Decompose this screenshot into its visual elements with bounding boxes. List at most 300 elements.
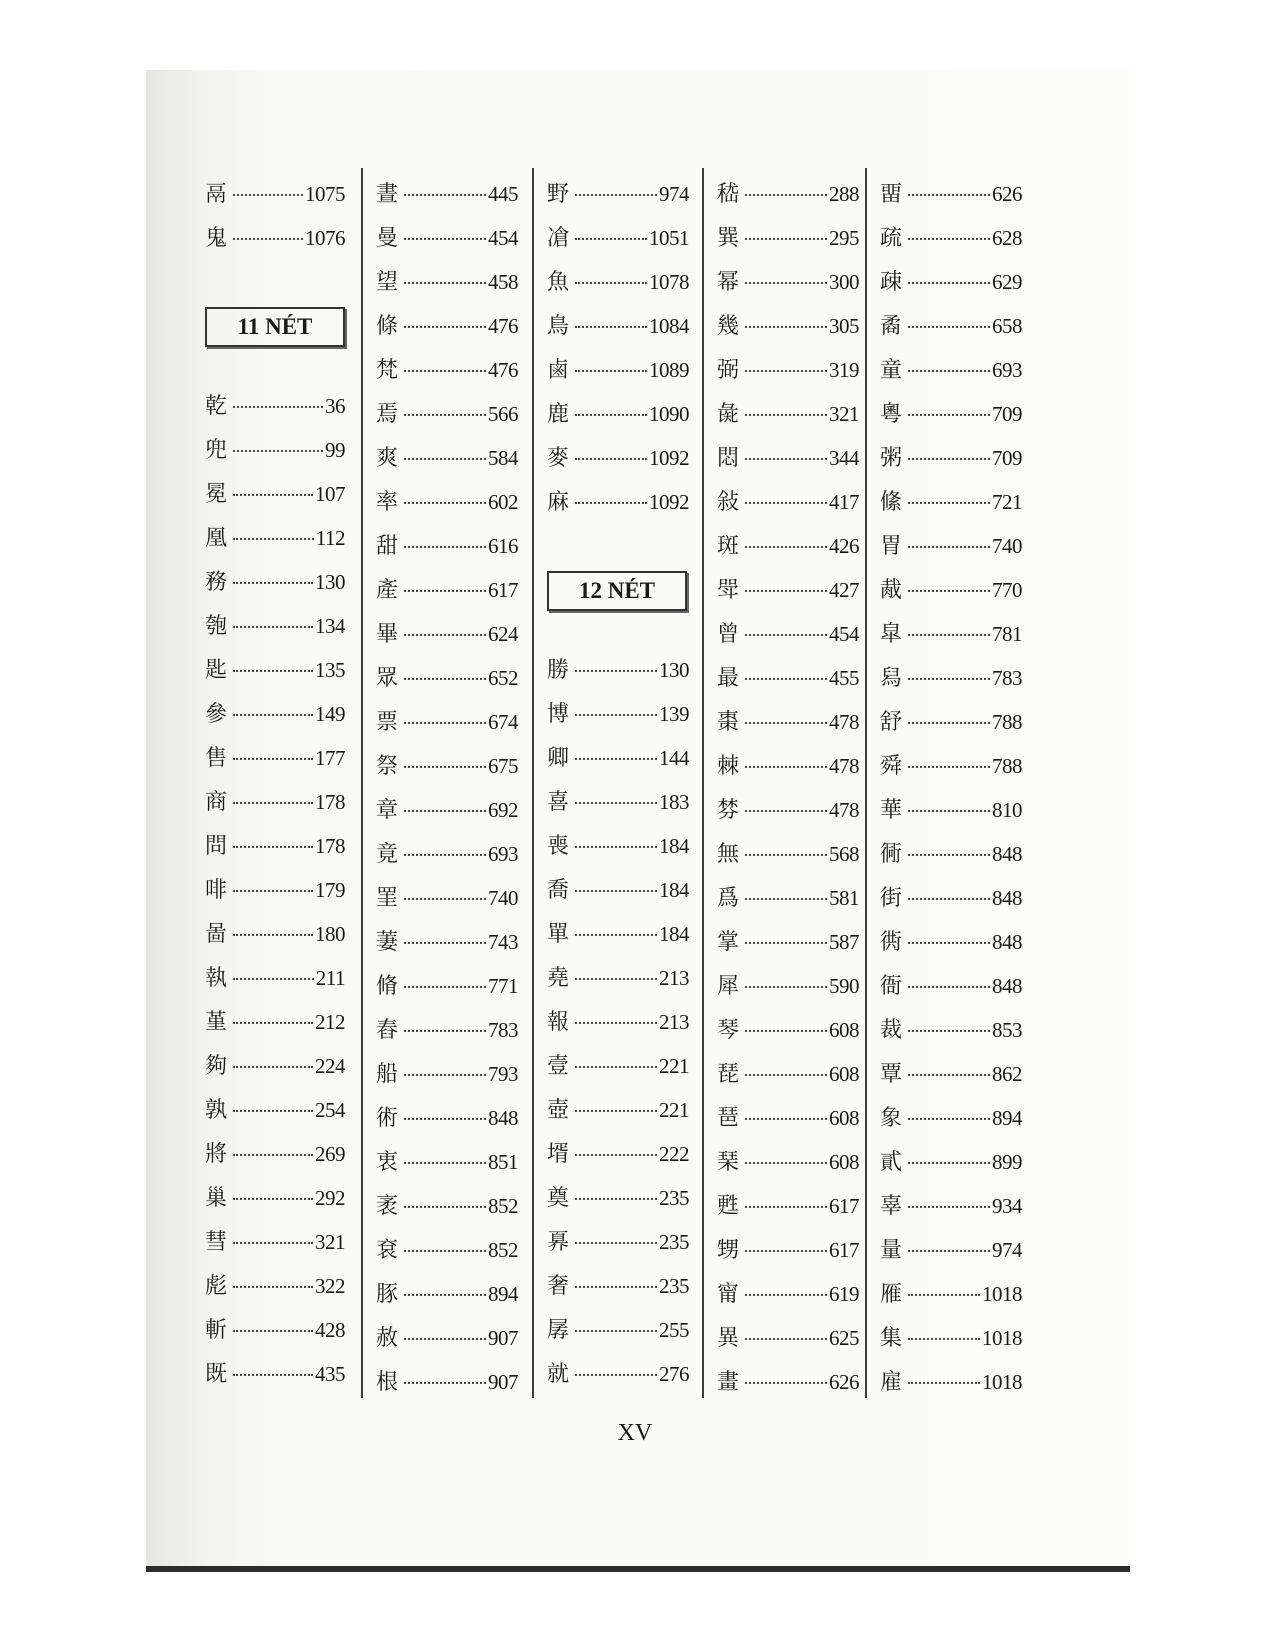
index-entry (717, 1101, 859, 1145)
index-entry (880, 1277, 1022, 1321)
page-reference: 692 (488, 798, 518, 822)
index-entry (880, 837, 1022, 881)
page-reference: 130 (659, 658, 689, 682)
page-reference: 478 (829, 710, 859, 734)
dot-leader (908, 898, 990, 900)
page-reference: 300 (829, 270, 859, 294)
han-character: 幾 (717, 314, 740, 339)
page-reference: 675 (488, 754, 518, 778)
han-character: 冕 (205, 482, 228, 507)
han-character: 嵇 (717, 182, 740, 207)
index-entry (376, 573, 518, 617)
index-column-2 (376, 177, 518, 1409)
han-character: 奢 (547, 1274, 570, 1299)
dot-leader (575, 1242, 657, 1244)
index-column-1 (205, 177, 345, 1401)
dot-leader (575, 1022, 657, 1024)
page-reference: 934 (992, 1194, 1022, 1218)
page-reference: 848 (992, 842, 1022, 866)
dot-leader (575, 458, 647, 460)
page-reference: 426 (829, 534, 859, 558)
dot-leader (908, 370, 990, 372)
dot-leader (233, 846, 313, 848)
dot-leader (908, 1030, 990, 1032)
han-character: 壻 (547, 1142, 570, 1167)
index-entry (880, 661, 1022, 705)
page-reference: 221 (659, 1054, 689, 1078)
han-character: 覃 (880, 1062, 903, 1087)
page-reference: 178 (315, 834, 345, 858)
dot-leader (404, 546, 486, 548)
index-entry (205, 1225, 345, 1269)
dot-leader (745, 898, 827, 900)
han-character: 脩 (376, 974, 399, 999)
dot-leader (745, 502, 827, 504)
page-reference: 183 (659, 790, 689, 814)
index-entry (547, 1005, 689, 1049)
dot-leader (575, 714, 657, 716)
han-character: 象 (880, 1106, 903, 1131)
dot-leader (233, 406, 323, 408)
han-character: 鳥 (547, 314, 570, 339)
page-reference: 478 (829, 798, 859, 822)
page-reference: 321 (315, 1230, 345, 1254)
page-reference: 693 (992, 358, 1022, 382)
index-entry (376, 1321, 518, 1365)
dot-leader (233, 670, 313, 672)
index-entry (717, 793, 859, 837)
han-character: 堇 (205, 1010, 228, 1035)
page-reference: 781 (992, 622, 1022, 646)
index-entry (205, 1005, 345, 1049)
page-reference: 1092 (649, 446, 689, 470)
han-character: 報 (547, 1010, 570, 1035)
page-reference: 179 (315, 878, 345, 902)
han-character: 萋 (376, 930, 399, 955)
dot-leader (745, 1206, 827, 1208)
dot-leader (575, 890, 657, 892)
index-entry (376, 441, 518, 485)
index-entry (547, 221, 689, 265)
page-reference: 135 (315, 658, 345, 682)
page-reference: 478 (829, 754, 859, 778)
han-character: 畫 (717, 1370, 740, 1395)
han-character: 琴 (717, 1018, 740, 1043)
index-entry (205, 1313, 345, 1357)
page-reference: 36 (325, 394, 345, 418)
dot-leader (575, 1330, 657, 1332)
han-character: 將 (205, 1142, 228, 1167)
dot-leader (233, 450, 323, 452)
dot-leader (908, 766, 990, 768)
dot-leader (745, 1030, 827, 1032)
dot-leader (745, 282, 827, 284)
han-character: 商 (205, 790, 228, 815)
dot-leader (233, 890, 313, 892)
dot-leader (575, 1374, 657, 1376)
page-reference: 255 (659, 1318, 689, 1342)
han-character: 雇 (880, 1370, 903, 1395)
dot-leader (404, 502, 486, 504)
dot-leader (404, 1030, 486, 1032)
dot-leader (233, 1110, 313, 1112)
page-reference: 608 (829, 1150, 859, 1174)
index-entry (376, 749, 518, 793)
index-entry (880, 1365, 1022, 1409)
index-entry (717, 221, 859, 265)
dot-leader (233, 1242, 313, 1244)
index-entry (376, 485, 518, 529)
han-character: 粥 (880, 446, 903, 471)
index-entry (717, 573, 859, 617)
index-entry (547, 1093, 689, 1137)
index-entry (880, 969, 1022, 1013)
index-entry (547, 485, 689, 529)
han-character: 犀 (717, 974, 740, 999)
index-entry (717, 749, 859, 793)
dot-leader (575, 1154, 657, 1156)
han-character: 條 (376, 314, 399, 339)
page-reference: 1090 (649, 402, 689, 426)
stroke-count-heading: 11 NÉT (205, 307, 345, 347)
index-entry (880, 221, 1022, 265)
page-reference: 852 (488, 1238, 518, 1262)
index-entry (205, 565, 345, 609)
dot-leader (404, 766, 486, 768)
dot-leader (233, 582, 313, 584)
index-entry (547, 353, 689, 397)
index-entry (376, 1189, 518, 1233)
index-entry (205, 221, 345, 265)
han-character: 望 (376, 270, 399, 295)
index-entry (205, 521, 345, 565)
index-entry (376, 1101, 518, 1145)
page-reference: 568 (829, 842, 859, 866)
page-reference: 581 (829, 886, 859, 910)
dot-leader (908, 722, 990, 724)
han-character: 壹 (547, 1054, 570, 1079)
dot-leader (233, 934, 313, 936)
dot-leader (404, 1118, 486, 1120)
dot-leader (908, 458, 990, 460)
page-reference: 107 (315, 482, 345, 506)
page-reference: 180 (315, 922, 345, 946)
index-entry (717, 969, 859, 1013)
dot-leader (908, 1250, 990, 1252)
index-entry (376, 793, 518, 837)
index-entry (880, 265, 1022, 309)
dot-leader (745, 678, 827, 680)
page-reference: 602 (488, 490, 518, 514)
index-entry (376, 265, 518, 309)
page-reference: 566 (488, 402, 518, 426)
page-reference: 184 (659, 922, 689, 946)
han-character: 童 (880, 358, 903, 383)
han-character: 勝 (547, 658, 570, 683)
page-reference: 221 (659, 1098, 689, 1122)
page-reference: 974 (659, 182, 689, 206)
han-character: 衷 (376, 1150, 399, 1175)
dot-leader (908, 546, 990, 548)
page-reference: 770 (992, 578, 1022, 602)
index-column-5 (880, 177, 1022, 1409)
index-entry (717, 441, 859, 485)
dot-leader (575, 414, 647, 416)
han-character: 夠 (205, 1054, 228, 1079)
dot-leader (404, 722, 486, 724)
page-reference: 617 (829, 1194, 859, 1218)
dot-leader (908, 986, 990, 988)
dot-leader (404, 238, 486, 240)
dot-leader (575, 802, 657, 804)
dot-leader (745, 1250, 827, 1252)
index-entry (205, 1357, 345, 1401)
page-reference: 740 (488, 886, 518, 910)
dot-leader (233, 538, 314, 540)
dot-leader (233, 194, 303, 196)
han-character: 凰 (205, 526, 228, 551)
index-entry (880, 1321, 1022, 1365)
page-reference: 1051 (649, 226, 689, 250)
index-entry (376, 353, 518, 397)
han-character: 最 (717, 666, 740, 691)
han-character: 卿 (547, 746, 570, 771)
page-reference: 322 (315, 1274, 345, 1298)
han-character: 鬲 (205, 182, 228, 207)
dot-leader (575, 978, 657, 980)
han-character: 疎 (880, 270, 903, 295)
dot-leader (233, 1286, 313, 1288)
han-character: 麻 (547, 490, 570, 515)
page-reference: 476 (488, 358, 518, 382)
dot-leader (233, 1198, 313, 1200)
dot-leader (575, 846, 657, 848)
index-entry (376, 881, 518, 925)
section-gap (205, 361, 345, 389)
han-character: 悶 (717, 446, 740, 471)
page-reference: 629 (992, 270, 1022, 294)
page-reference: 899 (992, 1150, 1022, 1174)
index-entry (376, 529, 518, 573)
index-entry (547, 741, 689, 785)
han-character: 售 (205, 746, 228, 771)
index-entry (205, 829, 345, 873)
han-character: 甥 (717, 1238, 740, 1263)
page-reference: 743 (488, 930, 518, 954)
index-column-3 (547, 177, 689, 1401)
han-character: 曾 (717, 622, 740, 647)
section-gap (547, 529, 689, 557)
dot-leader (233, 238, 303, 240)
han-character: 甯 (717, 1282, 740, 1307)
han-character: 根 (376, 1370, 399, 1395)
dot-leader (404, 942, 486, 944)
page-reference: 709 (992, 402, 1022, 426)
page-reference: 619 (829, 1282, 859, 1306)
index-entry (717, 1057, 859, 1101)
dot-leader (575, 238, 647, 240)
page-reference: 427 (829, 578, 859, 602)
page-reference: 213 (659, 1010, 689, 1034)
dot-leader (908, 414, 990, 416)
index-entry (880, 1101, 1022, 1145)
page-reference: 235 (659, 1186, 689, 1210)
index-entry (547, 1225, 689, 1269)
han-character: 喜 (547, 790, 570, 815)
dot-leader (908, 502, 990, 504)
page-reference: 848 (488, 1106, 518, 1130)
stroke-count-heading: 12 NÉT (547, 571, 687, 611)
page-reference: 99 (325, 438, 345, 462)
han-character: 赦 (376, 1326, 399, 1351)
dot-leader (233, 626, 313, 628)
page-reference: 428 (315, 1318, 345, 1342)
column-divider (361, 168, 363, 1398)
page-reference: 907 (488, 1326, 518, 1350)
han-character: 斬 (205, 1318, 228, 1343)
dot-leader (575, 1198, 657, 1200)
han-character: 鹵 (547, 358, 570, 383)
dot-leader (575, 758, 657, 760)
index-entry (205, 477, 345, 521)
index-entry (547, 1357, 689, 1401)
index-entry (547, 697, 689, 741)
page-reference: 617 (829, 1238, 859, 1262)
page-reference: 626 (829, 1370, 859, 1394)
han-character: 產 (376, 578, 399, 603)
page-reference: 693 (488, 842, 518, 866)
dot-leader (233, 494, 313, 496)
dot-leader (908, 1338, 980, 1340)
han-character: 棗 (717, 710, 740, 735)
han-character: 問 (205, 834, 228, 859)
index-entry (376, 397, 518, 441)
index-entry (717, 397, 859, 441)
index-entry (717, 837, 859, 881)
index-entry (717, 529, 859, 573)
dot-leader (908, 1382, 980, 1384)
han-character: 單 (547, 922, 570, 947)
index-entry (717, 1145, 859, 1189)
index-entry (376, 617, 518, 661)
index-entry (717, 1277, 859, 1321)
page-reference: 894 (992, 1106, 1022, 1130)
page-reference: 771 (488, 974, 518, 998)
han-character: 乾 (205, 394, 228, 419)
page-reference: 435 (315, 1362, 345, 1386)
page-reference: 112 (315, 526, 345, 550)
dot-leader (404, 326, 486, 328)
dot-leader (575, 194, 657, 196)
index-entry (880, 793, 1022, 837)
dot-leader (908, 194, 990, 196)
index-entry (376, 837, 518, 881)
han-character: 眾 (376, 666, 399, 691)
column-divider (865, 168, 867, 1398)
page-reference: 1084 (649, 314, 689, 338)
han-character: 孰 (205, 1098, 228, 1123)
han-character: 舒 (880, 710, 903, 735)
page-reference: 788 (992, 710, 1022, 734)
index-entry (205, 697, 345, 741)
index-entry (880, 1189, 1022, 1233)
dot-leader (404, 370, 486, 372)
han-character: 奠 (547, 1186, 570, 1211)
page-reference: 1078 (649, 270, 689, 294)
page-reference: 1018 (982, 1370, 1022, 1394)
page-reference: 587 (829, 930, 859, 954)
han-character: 啚 (205, 922, 228, 947)
dot-leader (908, 1206, 990, 1208)
index-entry (376, 1365, 518, 1409)
han-character: 票 (376, 710, 399, 735)
page-reference: 625 (829, 1326, 859, 1350)
dot-leader (404, 458, 486, 460)
column-divider (702, 168, 704, 1398)
page-reference: 276 (659, 1362, 689, 1386)
han-character: 街 (880, 886, 903, 911)
index-entry (880, 177, 1022, 221)
han-character: 匙 (205, 658, 228, 683)
dot-leader (404, 1162, 486, 1164)
han-character: 畱 (880, 182, 903, 207)
han-character: 琶 (717, 1106, 740, 1131)
han-character: 竟 (376, 842, 399, 867)
index-entry (205, 873, 345, 917)
han-character: 凔 (547, 226, 570, 251)
dot-leader (745, 942, 827, 944)
han-character: 祭 (376, 754, 399, 779)
index-entry (205, 961, 345, 1005)
page-reference: 852 (488, 1194, 518, 1218)
dot-leader (404, 854, 486, 856)
dot-leader (575, 326, 647, 328)
han-character: 章 (376, 798, 399, 823)
han-character: 敍 (717, 490, 740, 515)
page-reference: 810 (992, 798, 1022, 822)
han-character: 舄 (880, 666, 903, 691)
dot-leader (908, 1162, 990, 1164)
index-entry (376, 1233, 518, 1277)
index-entry (717, 1365, 859, 1409)
han-character: 爲 (717, 886, 740, 911)
page-reference: 319 (829, 358, 859, 382)
han-character: 貳 (880, 1150, 903, 1175)
han-character: 彪 (205, 1274, 228, 1299)
han-character: 甜 (376, 534, 399, 559)
index-entry (376, 177, 518, 221)
page-reference: 178 (315, 790, 345, 814)
han-character: 麥 (547, 446, 570, 471)
page-reference: 624 (488, 622, 518, 646)
page-number: XV (617, 1420, 653, 1446)
index-entry (880, 529, 1022, 573)
han-character: 術 (376, 1106, 399, 1131)
dot-leader (233, 1022, 313, 1024)
page-reference: 590 (829, 974, 859, 998)
index-entry (547, 653, 689, 697)
page-reference: 584 (488, 446, 518, 470)
index-entry (547, 1049, 689, 1093)
index-entry (880, 309, 1022, 353)
han-character: 舂 (376, 1018, 399, 1043)
page-reference: 222 (659, 1142, 689, 1166)
index-entry (547, 1181, 689, 1225)
index-entry (205, 917, 345, 961)
han-character: 曼 (376, 226, 399, 251)
index-entry (717, 309, 859, 353)
dot-leader (908, 326, 990, 328)
